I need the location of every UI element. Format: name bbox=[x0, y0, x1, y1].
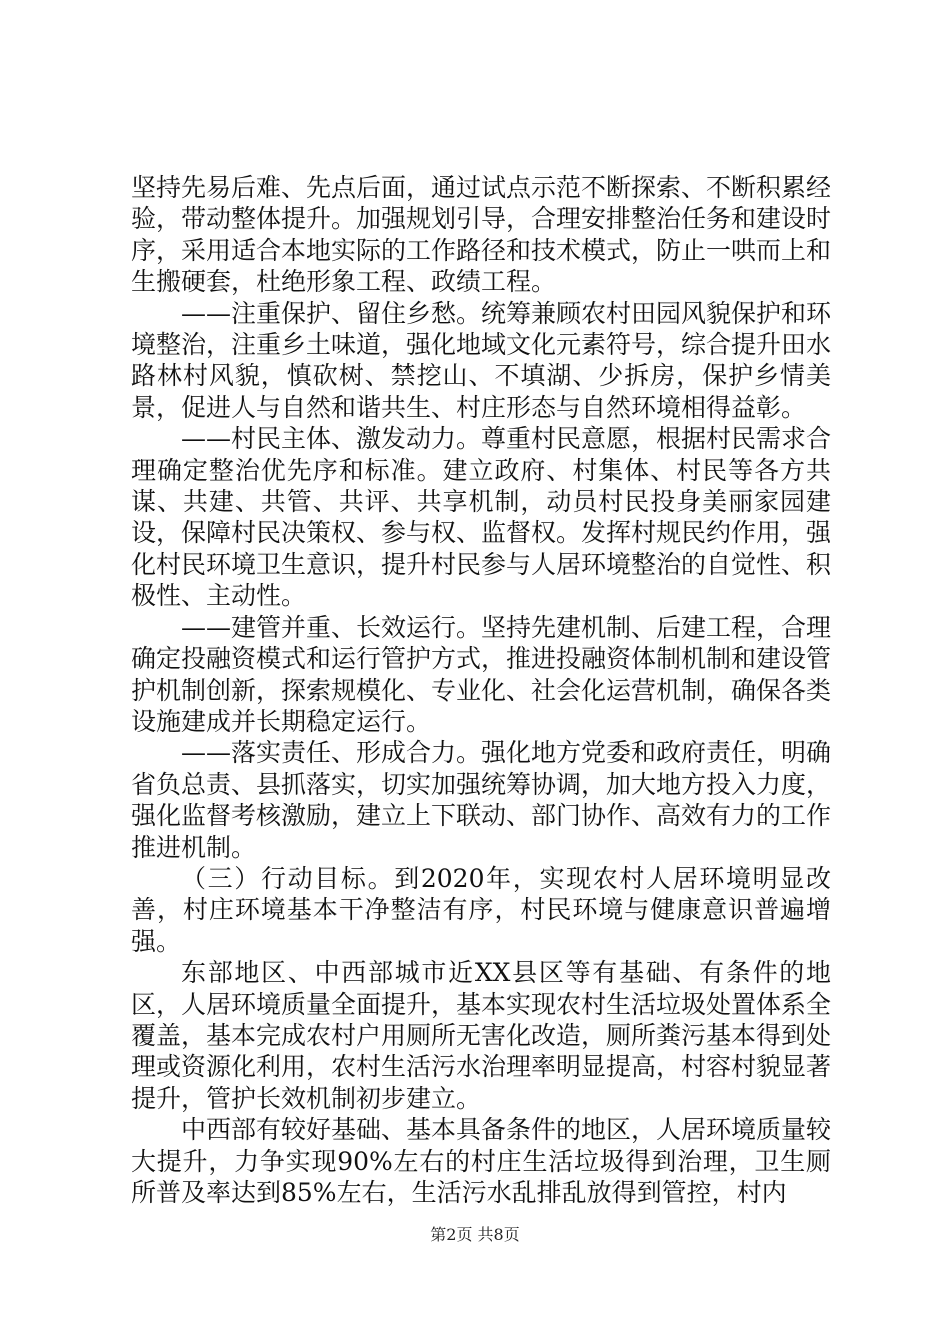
paragraph-3: ——村民主体、激发动力。尊重村民意愿，根据村民需求合理确定整治优先序和标准。建立政府、村集体、村民等各方共谋、共建、共管、共评、共享机制，动员村民投身美丽家园建设，保障村民决策权、参与权、监督权。发挥村规民约作用，强化村民环境卫生意识，提升村民参与人居环境整治的自觉性、积极性、主动性。 bbox=[131, 424, 832, 611]
paragraph-7: 东部地区、中西部城市近XX县区等有基础、有条件的地区，人居环境质量全面提升，基本实现农村生活垃圾处置体系全覆盖，基本完成农村户用厕所无害化改造，厕所粪污基本得到处理或资源化利用，农村生活污水治理率明显提高，村容村貌显著提升，管护长效机制初步建立。 bbox=[131, 958, 832, 1113]
paragraph-6: （三）行动目标。到2020年，实现农村人居环境明显改善，村庄环境基本干净整洁有序，村民环境与健康意识普遍增强。 bbox=[131, 863, 831, 956]
paragraph-5: ——落实责任、形成合力。强化地方党委和政府责任，明确省负总责、县抓落实，切实加强统筹协调，加大地方投入力度，强化监督考核激励，建立上下联动、部门协作、高效有力的工作推进机制。 bbox=[131, 738, 832, 862]
paragraph-2: ——注重保护、留住乡愁。统筹兼顾农村田园风貌保护和环境整治，注重乡土味道，强化地域文化元素符号，综合提升田水路林村风貌，慎砍树、禁挖山、不填湖、少拆房，保护乡情美景，促进人与自然和谐共生、村庄形态与自然环境相得益彰。 bbox=[131, 298, 832, 422]
page-footer: 第2页 共8页 bbox=[430, 1225, 520, 1244]
body-text bbox=[131, 172, 831, 1208]
paragraph-8: 中西部有较好基础、基本具备条件的地区，人居环境质量较大提升，力争实现90%左右的村庄生活垃圾得到治理，卫生厕所普及率达到85%左右，生活污水乱排乱放得到管控，村内 bbox=[131, 1115, 832, 1207]
paragraph-4: ——建管并重、长效运行。坚持先建机制、后建工程，合理确定投融资模式和运行管护方式，推进投融资体制机制和建设管护机制创新，探索规模化、专业化、社会化运营机制，确保各类设施建成并长期稳定运行。 bbox=[131, 612, 832, 736]
paragraph-1: 坚持先易后难、先点后面，通过试点示范不断探索、不断积累经验，带动整体提升。加强规划引导，合理安排整治任务和建设时序，采用适合本地实际的工作路径和技术模式，防止一哄而上和生搬硬套，杜绝形象工程、政绩工程。 bbox=[131, 173, 832, 297]
